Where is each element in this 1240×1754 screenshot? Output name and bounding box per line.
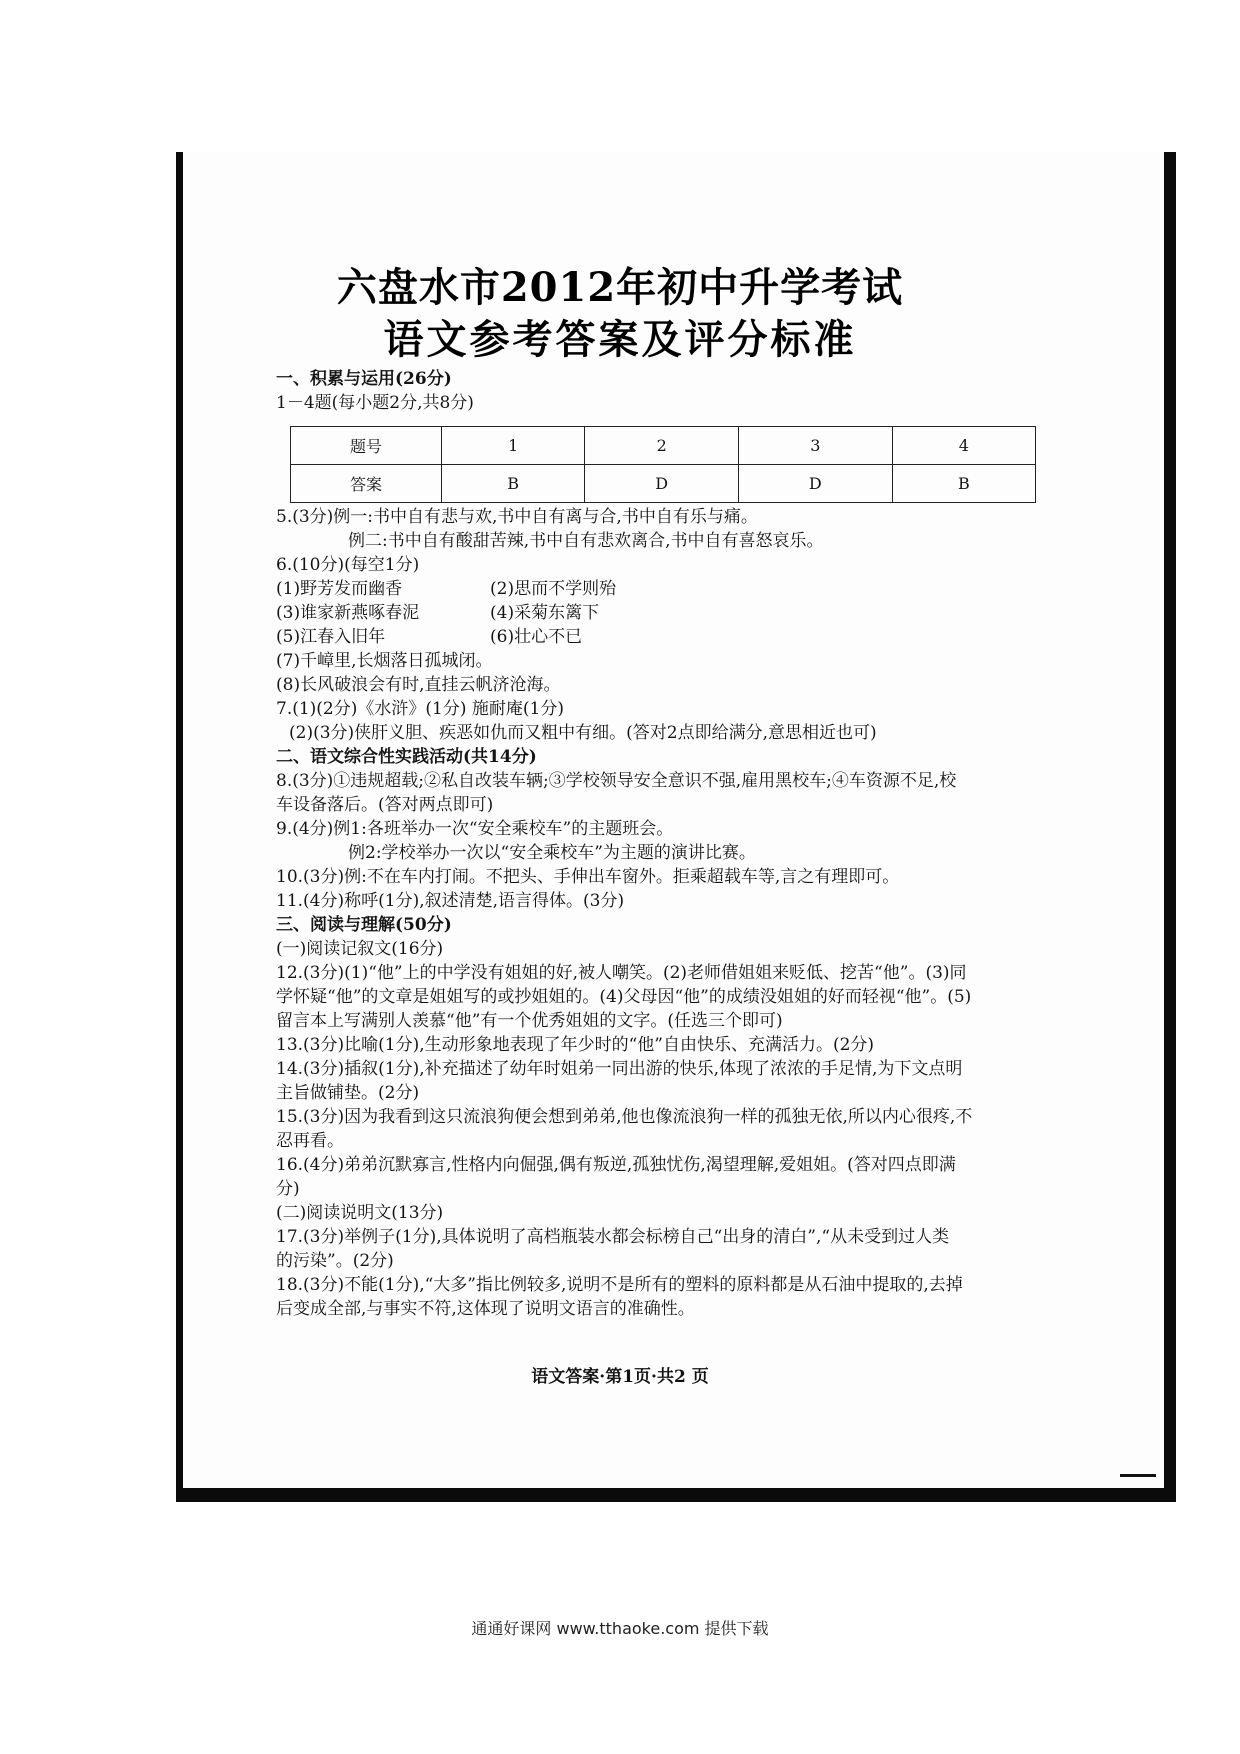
q1-4-header: 1－4题(每小题2分,共8分) — [276, 393, 474, 413]
answer-line: (3)谁家新燕啄春泥 — [276, 603, 420, 623]
answer-table — [290, 426, 1036, 503]
table-header-answer: 答案 — [291, 465, 442, 503]
table-row — [291, 465, 1036, 503]
answer-line: 忍再看。 — [276, 1131, 344, 1151]
answer-line: 18.(3分)不能(1分),“大多”指比例较多,说明不是所有的塑料的原料都是从石油中提取的,去掉 — [276, 1275, 963, 1295]
answer-line: (2)思而不学则殆 — [490, 579, 617, 599]
answer-line: (6)壮心不已 — [490, 627, 583, 647]
subsection-heading: (二)阅读说明文(13分) — [276, 1203, 444, 1223]
answer-line: 14.(3分)插叙(1分),补充描述了幼年时姐弟一同出游的快乐,体现了浓浓的手足情,为下文点明 — [276, 1059, 963, 1079]
table-row — [291, 427, 1036, 465]
answer-line: (4)采菊东篱下 — [490, 603, 600, 623]
page-footer: 语文答案·第1页·共2 页 — [531, 1367, 709, 1387]
answer-line: 主旨做铺垫。(2分) — [276, 1083, 420, 1103]
answer-line: 9.(4分)例1:各班举办一次“安全乘校车”的主题班会。 — [276, 819, 674, 839]
answer-line: 17.(3分)举例子(1分),具体说明了高档瓶装水都会标榜自己“出身的清白”,“从未受到过人类 — [276, 1227, 950, 1247]
answer-line: 16.(4分)弟弟沉默寡言,性格内向倔强,偶有叛逆,孤独忧伤,渴望理解,爱姐姐。(答对四点即满 — [276, 1155, 956, 1175]
answer-line: (2)(3分)侠肝义胆、疾恶如仇而又粗中有细。(答对2点即给满分,意思相近也可) — [289, 723, 877, 743]
section-heading-3: 三、阅读与理解(50分) — [276, 915, 452, 935]
answer-line: 分) — [276, 1179, 300, 1199]
section-heading-2: 二、语文综合性实践活动(共14分) — [276, 747, 537, 767]
answer-line: 5.(3分)例一:书中自有悲与欢,书中自有离与合,书中自有乐与痛。 — [276, 507, 758, 527]
answer-line: 车设备落后。(答对两点即可) — [276, 795, 494, 815]
table-cell: 3 — [738, 427, 892, 465]
answer-line: 留言本上写满别人羡慕“他”有一个优秀姐姐的文字。(任选三个即可) — [276, 1011, 783, 1031]
table-cell: B — [442, 465, 585, 503]
table-cell: B — [892, 465, 1035, 503]
table-cell: 1 — [442, 427, 585, 465]
answer-line: 6.(10分)(每空1分) — [276, 555, 420, 575]
answer-line: 例二:书中自有酸甜苦辣,书中自有悲欢离合,书中自有喜怒哀乐。 — [348, 531, 824, 551]
table-cell: 2 — [585, 427, 739, 465]
answer-line: (5)江春入旧年 — [276, 627, 386, 647]
table-cell: D — [585, 465, 739, 503]
answer-line: 10.(3分)例:不在车内打闹。不把头、手伸出车窗外。拒乘超载车等,言之有理即可。 — [276, 867, 900, 887]
answer-line: 后变成全部,与事实不符,这体现了说明文语言的准确性。 — [276, 1299, 695, 1319]
answer-line: 7.(1)(2分)《水浒》(1分) 施耐庵(1分) — [276, 699, 564, 719]
answer-line: 13.(3分)比喻(1分),生动形象地表现了年少时的“他”自由快乐、充满活力。(2分) — [276, 1035, 875, 1055]
table-header-question: 题号 — [291, 427, 442, 465]
section-heading-1: 一、积累与运用(26分) — [276, 369, 452, 389]
download-credit: 通通好课网 www.tthaoke.com 提供下载 — [471, 1619, 769, 1638]
answer-line: 15.(3分)因为我看到这只流浪狗便会想到弟弟,他也像流浪狗一样的孤独无依,所以内心很疼,不 — [276, 1107, 973, 1127]
answer-line: 学怀疑“他”的文章是姐姐写的或抄姐姐的。(4)父母因“他”的成绩没姐姐的好而轻视“他”。(5) — [276, 987, 972, 1007]
answer-line: (8)长风破浪会有时,直挂云帆济沧海。 — [276, 675, 561, 695]
answer-line: 11.(4分)称呼(1分),叙述清楚,语言得体。(3分) — [276, 891, 625, 911]
subsection-heading: (一)阅读记叙文(16分) — [276, 939, 444, 959]
answer-line: 的污染”。(2分) — [276, 1251, 394, 1271]
table-cell: D — [738, 465, 892, 503]
document-title: 六盘水市2012年初中升学考试 — [336, 264, 904, 311]
document-subtitle: 语文参考答案及评分标准 — [383, 316, 857, 363]
answer-line: 12.(3分)(1)“他”上的中学没有姐姐的好,被人嘲笑。(2)老师借姐姐来贬低、挖苦“他”。(3)同 — [276, 963, 967, 983]
scan-border-bottom — [176, 1488, 1176, 1502]
answer-line: (1)野芳发而幽香 — [276, 579, 403, 599]
table-cell: 4 — [892, 427, 1035, 465]
answer-line: 8.(3分)①违规超载;②私自改装车辆;③学校领导安全意识不强,雇用黑校车;④车资源不足,校 — [276, 771, 957, 791]
answer-line: 例2:学校举办一次以“安全乘校车”为主题的演讲比赛。 — [348, 843, 756, 863]
scan-mark — [1120, 1474, 1156, 1477]
answer-line: (7)千嶂里,长烟落日孤城闭。 — [276, 651, 493, 671]
